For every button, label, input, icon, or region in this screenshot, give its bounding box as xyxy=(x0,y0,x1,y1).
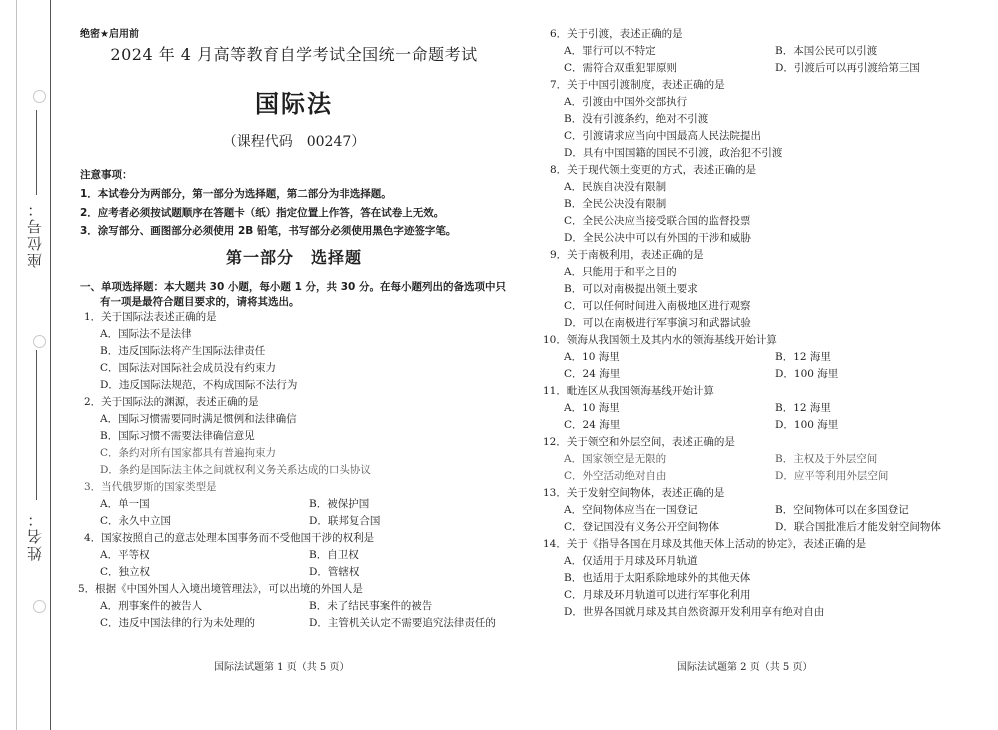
name-label: 姓名： xyxy=(26,510,44,561)
question-option: C．永久中立国 xyxy=(100,515,172,527)
question-option: B．空间物体可以在多国登记 xyxy=(775,504,909,516)
question-option: D．世界各国就月球及其自然资源开发利用享有绝对自由 xyxy=(564,606,825,618)
question-stem: 9．关于南极利用，表述正确的是 xyxy=(550,249,704,261)
question-option: D．100 海里 xyxy=(775,419,839,431)
question-option: A．只能用于和平之目的 xyxy=(564,266,677,278)
question-option: C．违反中国法律的行为未处理的 xyxy=(100,617,256,629)
exam-title: 2024 年 4 月高等教育自学考试全国统一命题考试 xyxy=(110,45,478,64)
question-option: B．全民公决没有限制 xyxy=(564,198,667,210)
question-option: A．10 海里 xyxy=(564,351,620,363)
question-option: B．也适用于太阳系除地球外的其他天体 xyxy=(564,572,751,584)
course-code: （课程代码 00247） xyxy=(222,134,366,150)
question-option: A．民族自决没有限制 xyxy=(564,181,667,193)
exam-page-1 xyxy=(74,0,514,730)
notice-item: 1．本试卷分为两部分，第一部分为选择题，第二部分为非选择题。 xyxy=(80,188,392,200)
question-option: B．自卫权 xyxy=(309,549,359,561)
binding-fold-line xyxy=(50,0,51,730)
page-edge-line xyxy=(16,0,17,730)
question-option: D．应平等利用外层空间 xyxy=(775,470,889,482)
question-stem: 5．根据《中国外国人入境出境管理法》，可以出境的外国人是 xyxy=(78,583,363,595)
question-stem: 11．毗连区从我国领海基线开始计算 xyxy=(543,385,714,397)
question-option: B．违反国际法将产生国际法律责任 xyxy=(100,345,266,357)
question-option: A．平等权 xyxy=(100,549,150,561)
question-option: A．国际法不是法律 xyxy=(100,328,192,340)
question-option: A．刑事案件的被告人 xyxy=(100,600,203,612)
question-stem: 7．关于中国引渡制度，表述正确的是 xyxy=(550,79,725,91)
subject-title: 国际法 xyxy=(255,90,333,118)
question-option: B．主权及于外层空间 xyxy=(775,453,878,465)
question-option: D．100 海里 xyxy=(775,368,839,380)
question-option: B．国际习惯不需要法律确信意见 xyxy=(100,430,255,442)
question-stem: 3．当代俄罗斯的国家类型是 xyxy=(84,481,217,493)
question-stem: 13．关于发射空间物体，表述正确的是 xyxy=(543,487,725,499)
question-option: D．违反国际法规范，不构成国际不法行为 xyxy=(100,379,298,391)
section-heading xyxy=(80,280,510,310)
question-option: A．单一国 xyxy=(100,498,150,510)
name-blank xyxy=(36,350,37,500)
question-option: C．独立权 xyxy=(100,566,151,578)
question-option: B．被保护国 xyxy=(309,498,370,510)
question-option: B．未了结民事案件的被告 xyxy=(309,600,433,612)
question-stem: 2．关于国际法的渊源，表述正确的是 xyxy=(84,396,259,408)
question-option: D．全民公决中可以有外国的干涉和威胁 xyxy=(564,232,751,244)
question-option: C．条约对所有国家都具有普遍拘束力 xyxy=(100,447,277,459)
question-option: D．联合国批准后才能发射空间物体 xyxy=(775,521,941,533)
notice-title: 注意事项： xyxy=(80,169,133,181)
notice-item: 2．应考者必须按试题顺序在答题卡（纸）指定位置上作答，答在试卷上无效。 xyxy=(80,207,445,219)
question-option: C．登记国没有义务公开空间物体 xyxy=(564,521,720,533)
question-option: C．引渡请求应当向中国最高人民法院提出 xyxy=(564,130,762,142)
part-title: 第一部分 选择题 xyxy=(225,248,362,267)
punch-hole-icon xyxy=(33,90,46,103)
confidential-mark: 绝密★启用前 xyxy=(80,29,139,40)
question-option: A．空间物体应当在一国登记 xyxy=(564,504,698,516)
seat-number-blank xyxy=(36,110,37,195)
question-option: B．本国公民可以引渡 xyxy=(775,45,878,57)
question-stem: 4．国家按照自己的意志处理本国事务而不受他国干涉的权利是 xyxy=(84,532,375,544)
question-option: A．引渡由中国外交部执行 xyxy=(564,96,688,108)
punch-hole-icon xyxy=(33,600,46,613)
question-stem: 8．关于现代领土变更的方式，表述正确的是 xyxy=(550,164,757,176)
seat-number-label: 座位号： xyxy=(26,200,44,268)
question-option: D．引渡后可以再引渡给第三国 xyxy=(775,62,920,74)
question-option: D．主管机关认定不需要追究法律责任的 xyxy=(309,617,496,629)
question-option: C．24 海里 xyxy=(564,419,621,431)
question-option: B．12 海里 xyxy=(775,402,831,414)
question-option: C．月球及环月轨道可以进行军事化利用 xyxy=(564,589,751,601)
question-option: A．国际习惯需要同时满足惯例和法律确信 xyxy=(100,413,297,425)
question-option: A．罪行可以不特定 xyxy=(564,45,656,57)
question-option: D．具有中国国籍的国民不引渡，政治犯不引渡 xyxy=(564,147,783,159)
notice-item: 3．涂写部分、画图部分必须使用 2B 铅笔，书写部分必须使用黑色字迹签字笔。 xyxy=(80,225,457,237)
question-stem: 10．领海从我国领土及其内水的领海基线开始计算 xyxy=(543,334,777,346)
question-option: A．仅适用于月球及环月轨道 xyxy=(564,555,698,567)
question-option: C．全民公决应当接受联合国的监督投票 xyxy=(564,215,751,227)
page-footer: 国际法试题第 1 页（共 5 页） xyxy=(214,662,350,673)
question-option: B．没有引渡条约，绝对不引渡 xyxy=(564,113,709,125)
page-footer: 国际法试题第 2 页（共 5 页） xyxy=(677,662,813,673)
question-option: D．可以在南极进行军事演习和武器试验 xyxy=(564,317,751,329)
question-option: C．24 海里 xyxy=(564,368,621,380)
question-option: C．需符合双重犯罪原则 xyxy=(564,62,678,74)
question-option: D．条约是国际法主体之间就权利义务关系达成的口头协议 xyxy=(100,464,371,476)
question-stem: 6．关于引渡，表述正确的是 xyxy=(550,28,683,40)
question-option: B．可以对南极提出领土要求 xyxy=(564,283,698,295)
question-option: A．10 海里 xyxy=(564,402,620,414)
binding-margin xyxy=(0,0,62,730)
question-stem: 14．关于《指导各国在月球及其他天体上活动的协定》，表述正确的是 xyxy=(543,538,867,550)
question-option: A．国家领空是无限的 xyxy=(564,453,667,465)
question-option: C．外空活动绝对自由 xyxy=(564,470,667,482)
section-heading-line: 有一项是最符合题目要求的，请将其选出。 xyxy=(100,296,300,308)
section-heading-line: 一、单项选择题：本大题共 30 小题，每小题 1 分，共 30 分。在每小题列出的备选项中只 xyxy=(80,281,506,293)
punch-hole-icon xyxy=(33,335,46,348)
question-option: D．联邦复合国 xyxy=(309,515,381,527)
question-option: B．12 海里 xyxy=(775,351,831,363)
question-option: D．管辖权 xyxy=(309,566,360,578)
question-stem: 1．关于国际法表述正确的是 xyxy=(84,311,217,323)
question-option: C．可以任何时间进入南极地区进行观察 xyxy=(564,300,751,312)
exam-page-2 xyxy=(534,0,974,730)
question-stem: 12．关于领空和外层空间，表述正确的是 xyxy=(543,436,735,448)
question-option: C．国际法对国际社会成员没有约束力 xyxy=(100,362,277,374)
